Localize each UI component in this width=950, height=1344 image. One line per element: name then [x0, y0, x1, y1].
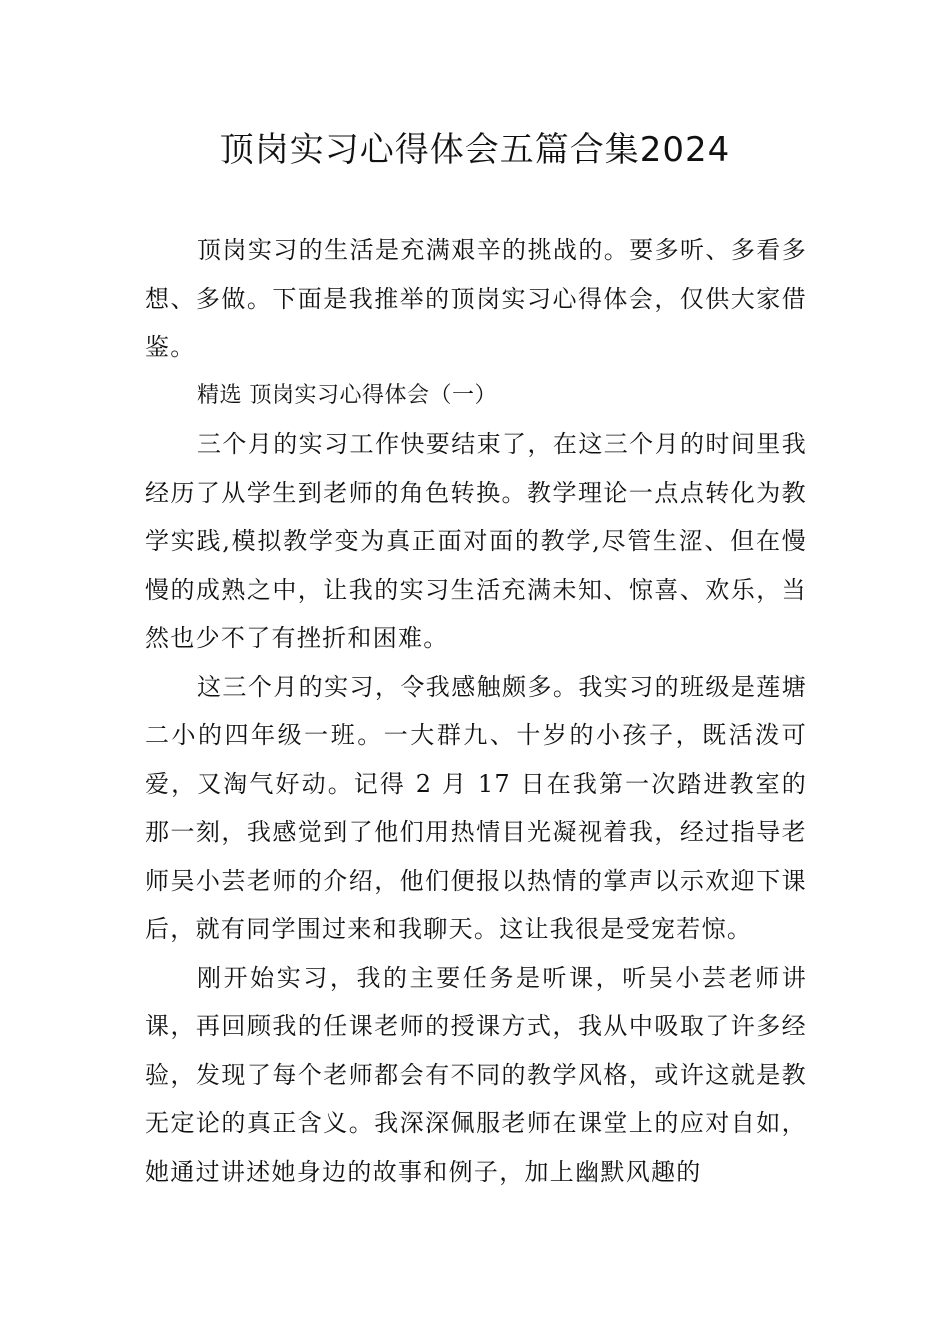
- body-paragraph-1: 三个月的实习工作快要结束了，在这三个月的时间里我经历了从学生到老师的角色转换。教学理论一点点转化为教学实践,模拟教学变为真正面对面的教学,尽管生涩、但在慢慢的成熟之中，让我的实习生活充满未知、惊喜、欢乐，当然也少不了有挫折和困难。: [145, 430, 807, 652]
- body-paragraph-3: 刚开始实习，我的主要任务是听课，听吴小芸老师讲课，再回顾我的任课老师的授课方式，我从中吸取了许多经验，发现了每个老师都会有不同的教学风格，或许这就是教无定论的真正含义。我深深佩服老师在课堂上的应对自如，她通过讲述她身边的故事和例子，加上幽默风趣的: [145, 963, 807, 1186]
- body-paragraph-2: 这三个月的实习，令我感触颇多。我实习的班级是莲塘二小的四年级一班。一大群九、十岁的小孩子，既活泼可爱，又淘气好动。记得 2 月 17 日在我第一次踏进教室的那一刻，我感觉到了他们用热情目光凝视着我，经过指导老师吴小芸老师的介绍，他们便报以热情的掌声以示欢迎下课后，就有同学围过来和我聊天。这让我很是受宠若惊。: [145, 672, 807, 943]
- intro-paragraph: 顶岗实习的生活是充满艰辛的挑战的。要多听、多看多想、多做。下面是我推举的顶岗实习心得体会，仅供大家借鉴。: [145, 236, 807, 361]
- document-body: [145, 226, 807, 1196]
- section-heading: 精选 顶岗实习心得体会（一）: [197, 382, 497, 408]
- document-title: 顶岗实习心得体会五篇合集2024: [219, 130, 731, 170]
